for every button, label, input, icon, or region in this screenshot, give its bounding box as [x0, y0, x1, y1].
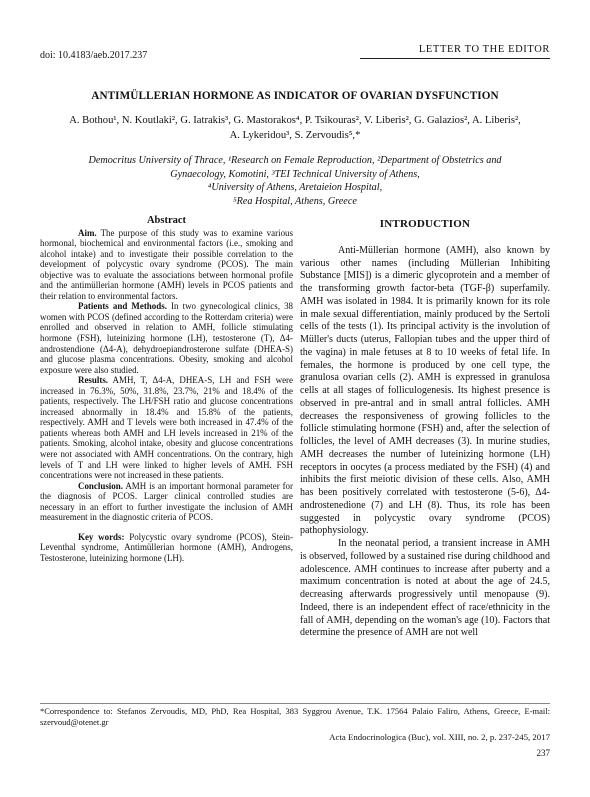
abstract-column	[40, 216, 293, 564]
doi-text: doi: 10.4183/aeb.2017.237	[40, 50, 148, 61]
affiliation-line-3: ⁴University of Athens, Aretaieion Hospital,	[207, 182, 383, 193]
introduction-column	[300, 218, 550, 640]
affiliation-line-1: Democritus University of Thrace, ¹Research on Female Reproduction, ²Department of Obstetrics and	[88, 155, 502, 166]
results-text: AMH, T, Δ4-A, DHEA-S, LH and FSH were increased in 76.3%, 50%, 31.8%, 23.7%, 21% and 18.4% of the patients, respectively. The LH/FSH ratio and glucose concentrations increased abnormally in 18.4% and 15.8% of the patients, respectively. AMH and T levels were both increased in 47.4% of the patients whereas both AMH and LH levels increased in 21% of the patients. Smoking, alcohol intake, obesity and glucose concentrations were not associated with AMH concentrations. On the contrary, high levels of T and LH were linked to higher levels of AMH. FSH concentrations were not increased in these patients.	[40, 375, 293, 481]
abstract-aim	[40, 228, 293, 302]
abstract-methods	[40, 301, 293, 375]
conclusion-text: AMH is an important hormonal parameter for the diagnosis of PCOS. Larger clinical controlled studies are necessary in an effort to further investigate the inclusion of AMH measurement in the diagnostic criteria of PCOS.	[40, 480, 293, 523]
keywords-label: Key words:	[78, 531, 125, 542]
journal-citation: Acta Endocrinologica (Buc), vol. XIII, no. 2, p. 237-245, 2017	[329, 732, 550, 742]
abstract-results	[40, 375, 293, 480]
correspondence-footnote: *Correspondence to: Stefanos Zervoudis, MD, PhD, Rea Hospital, 383 Syggrou Avenue, T.K. 17564 Palaio Faliro, Athens, Greece, E-mail: szervoud@otenet.gr	[40, 706, 550, 727]
author-list	[40, 114, 550, 143]
conclusion-label: Conclusion.	[78, 480, 123, 491]
keywords-text: Polycystic ovary syndrome (PCOS), Stein-Leventhal syndrome, Antimüllerian hormone (AMH), Androgens, Testosterone, luteinizing hormone (LH).	[40, 531, 293, 563]
keywords	[40, 532, 293, 564]
introduction-paragraph-2: In the neonatal period, a transient increase in AMH is observed, followed by a sustained rise during childhood and adolescence. AMH continues to increase after puberty and a maximum concentration is noted at about the age of 24.5, decreasing afterwards progressively until menopause (9). Indeed, there is an independent effect of race/ethnicity in the fall of AMH, depending on the woman's age (10). Factors that determine the presence of AMH are not well	[300, 538, 550, 639]
introduction-heading: INTRODUCTION	[379, 218, 471, 230]
section-label: LETTER TO THE EDITOR	[418, 44, 550, 55]
aim-label: Aim.	[78, 227, 97, 238]
aim-text: The purpose of this study was to examine various hormonal, biochemical and environmental factors (i.e., smoking and alcohol intake) and to investigate their possible correlation to the development of polycystic ovary syndrome (PCOS). The main objective was to evaluate the associations between hormonal profile and the antimüllerian hormone (AMH) levels in PCOS patients and their relation to environmental factors.	[40, 227, 293, 301]
footnote-rule	[40, 703, 550, 704]
authors-line-1: A. Bothou¹, N. Koutlaki², G. Iatrakis³, G. Mastorakos⁴, P. Tsikouras², V. Liberis², G. Galazios², A. Liberis²,	[69, 115, 521, 126]
results-label: Results.	[78, 375, 109, 386]
affiliations	[40, 154, 550, 208]
page-number: 237	[536, 748, 550, 758]
affiliation-line-4: ⁵Rea Hospital, Athens, Greece	[233, 195, 357, 207]
introduction-paragraph-1: Anti-Müllerian hormone (AMH), also known by various other names (including Müllerian Inhibiting Substance [MIS]) is a dimeric glycoprotein and a member of the transforming growth factor-beta (TGF-β) superfamily. AMH was isolated in 1984. It is primarily known for its role in male sexual differentiation, mainly produced by the Sertoli cells of the tests (1). Its principal activity is the involution of Müller's ducts (uterus, Fallopian tubes and the upper third of the vagina) in male fetuses at 8 to 10 weeks of fetal life. In females, the hormone is produced by one cell type, the granulosa ovarian cells (2). AMH is expressed in granulosa cells at all stages of folliculogenesis. Its highest presence is observed in pre-antral and in small antral follicles. AMH decreases the responsiveness of growing follicles to the follicle stimulating hormone (FSH) and, after the selection of follicles, the level of AMH decreases (3). In murine studies, AMH decreases the number of luteinizing hormone (LH) receptors in oocytes (a process mediated by the FSH) (4) and inhibits the first meiotic division of these cells. Also, AMH has been positively correlated with testosterone (5-6), Δ4-androstenedione (7) and LH (8). Thus, its role has been suggested in polycystic ovary syndrome (PCOS) pathophysiology.	[300, 244, 550, 537]
article-title: ANTIMÜLLERIAN HORMONE AS INDICATOR OF OVARIAN DYSFUNCTION	[91, 90, 499, 102]
authors-line-2: A. Lykeridou³, S. Zervoudis⁵,*	[229, 129, 361, 141]
abstract-heading: Abstract	[146, 215, 187, 226]
header-rule	[360, 58, 550, 59]
methods-text: In two gynecological clinics, 38 women with PCOS (defined according to the Rotterdam criteria) were enrolled and observed in relation to AMH, follicle stimulating hormone (FSH), luteinizing hormone (LH), testosterone (T), Δ4-androstendione (Δ4-A), dehydroepiandrosterone sulfate (DHEA-S) and glucose plasma concentrations. Obesity, smoking and alcohol exposure were also studied.	[40, 301, 294, 375]
methods-label: Patients and Methods.	[78, 301, 167, 312]
abstract-conclusion	[40, 481, 293, 523]
affiliation-line-2: Gynaecology, Komotini, ³TEI Technical University of Athens,	[170, 168, 420, 180]
